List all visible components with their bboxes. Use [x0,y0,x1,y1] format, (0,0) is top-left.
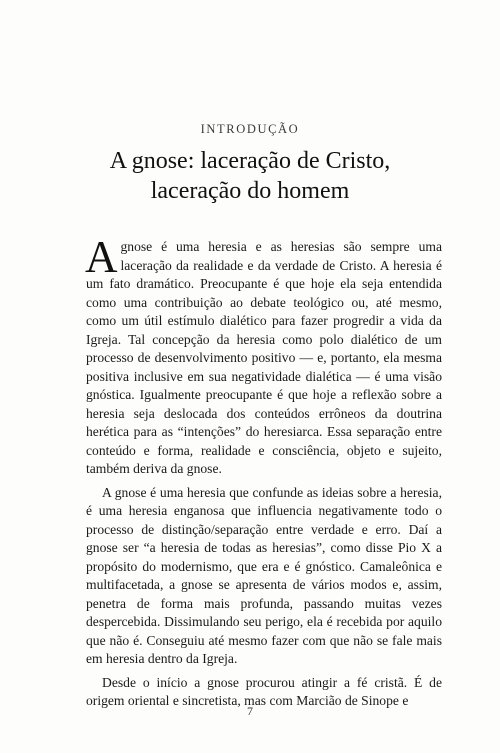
paragraph-1-text: gnose é uma heresia e as heresias são sempre uma laceração da realidade e da verdade de Cristo. A heresia é um fato dramático. Preocupante é que hoje ela seja entendida como uma contribuição ao debate teológico ou, até mesmo, como um útil estímulo dialético para fazer progredir a vida da Igreja. Tal concepção da heresia como polo dialético de um processo de desenvolvimento positivo — e, portanto, ela mesma positiva inclusive em sua negatividade dialética — é uma visão gnóstica. Igualmente preocupante é que hoje a reflexão sobre a heresia seja deslocada dos conteúdos errôneos da doutrina herética para as “intenções” do heresiarca. Essa separação entre conteúdo e forma, realidade e consciência, objeto e sujeito, também deriva da gnose. [86,239,442,476]
chapter-title [0,146,500,206]
drop-cap: A [85,232,118,282]
page-number: 7 [247,704,253,718]
paragraph-2: A gnose é uma heresia que confunde as ideias sobre a heresia, é uma heresia enganosa que influencia negativamente todo o processo de distinção/separação entre verdade e erro. Daí a gnose ser “a heresia de todas as heresias”, como disse Pio X a propósito do modernismo, que era e é gnóstico. Camaleônica e multifacetada, a gnose se apresenta de vários modos e, assim, penetra de forma mais profunda, passando muitas vezes despercebida. Dissimulando seu perigo, ela é recebida por aquilo que não é. Conseguiu até mesmo fazer com que não se fale mais em heresia dentro da Igreja. [86,484,442,666]
paragraph-1 [85,232,442,479]
chapter-body [85,232,442,716]
chapter-title-line-2: laceração do homem [150,178,350,204]
paragraph-3: Desde o início a gnose procurou atingir a fé cristã. É de origem oriental e sincretista, mas com Marcião de Sinope e [86,674,442,708]
chapter-title-line-1: A gnose: laceração de Cristo, [109,148,391,174]
chapter-kicker: INTRODUÇÃO [200,122,300,136]
